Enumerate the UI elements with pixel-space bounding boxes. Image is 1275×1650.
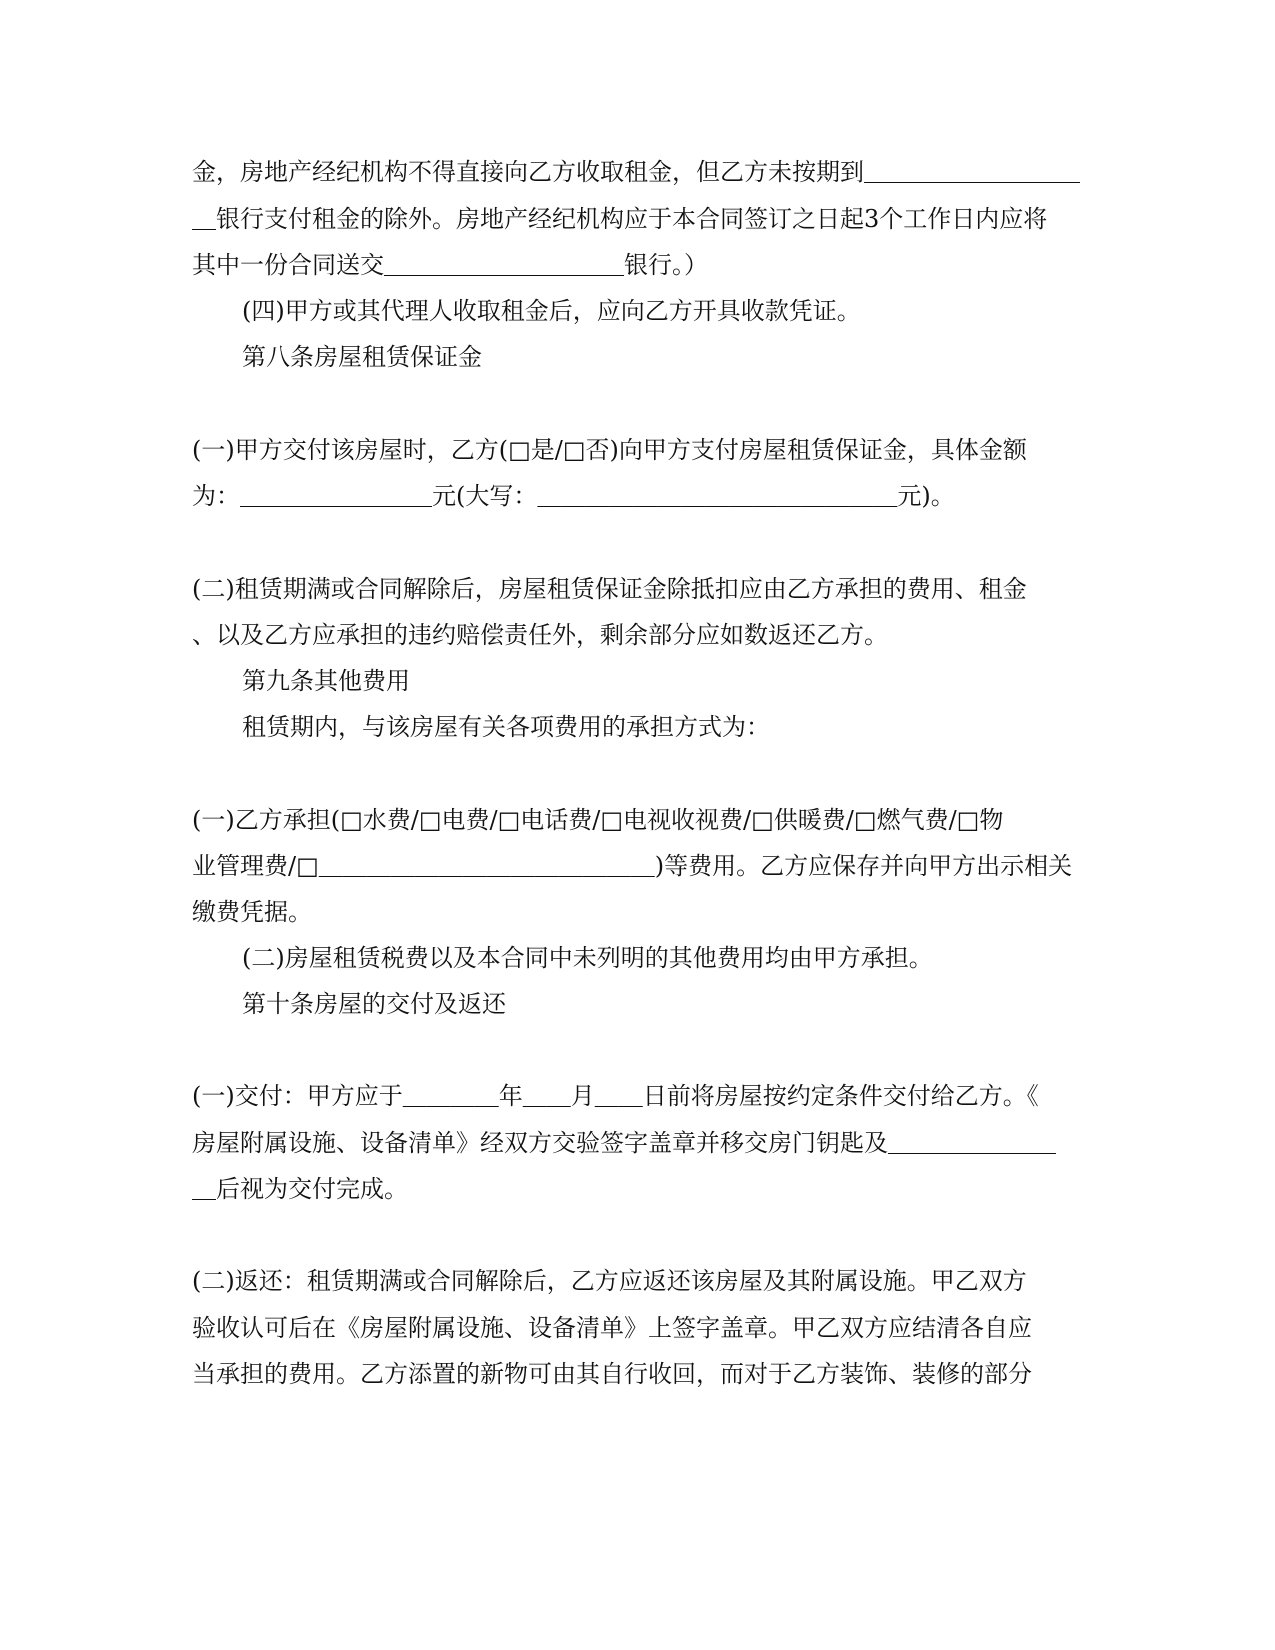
section-heading: 第十条房屋的交付及返还 xyxy=(242,990,506,1018)
paragraph-line: (四)甲方或其代理人收取租金后，应向乙方开具收款凭证。 xyxy=(242,297,861,325)
paragraph-line: (一)交付：甲方应于＿＿＿＿年＿＿月＿＿日前将房屋按约定条件交付给乙方。《 xyxy=(192,1082,1039,1110)
paragraph-line: 其中一份合同送交＿＿＿＿＿＿＿＿＿＿银行。） xyxy=(192,251,708,279)
paragraph-line: 、以及乙方应承担的违约赔偿责任外，剩余部分应如数返还乙方。 xyxy=(192,621,888,649)
paragraph-line: (一)甲方交付该房屋时，乙方(□是/□否)向甲方支付房屋租赁保证金，具体金额 xyxy=(192,436,1027,464)
paragraph-line: 租赁期内，与该房屋有关各项费用的承担方式为： xyxy=(242,713,770,741)
paragraph-line: (二)返还：租赁期满或合同解除后，乙方应返还该房屋及其附属设施。甲乙双方 xyxy=(192,1267,1027,1295)
paragraph-line: (二)房屋租赁税费以及本合同中未列明的其他费用均由甲方承担。 xyxy=(242,944,933,972)
paragraph-line: 验收认可后在《房屋附属设施、设备清单》上签字盖章。甲乙双方应结清各自应 xyxy=(192,1314,1032,1342)
paragraph-line: 房屋附属设施、设备清单》经双方交验签字盖章并移交房门钥匙及＿＿＿＿＿＿＿ xyxy=(192,1129,1056,1157)
paragraph-line: 当承担的费用。乙方添置的新物可由其自行收回，而对于乙方装饰、装修的部分 xyxy=(192,1360,1032,1388)
paragraph-line: ＿后视为交付完成。 xyxy=(192,1175,408,1203)
paragraph-line: 为：＿＿＿＿＿＿＿＿元(大写：＿＿＿＿＿＿＿＿＿＿＿＿＿＿＿元)。 xyxy=(192,482,955,510)
paragraph-line: 业管理费/□＿＿＿＿＿＿＿＿＿＿＿＿＿＿)等费用。乙方应保存并向甲方出示相关 xyxy=(192,852,1073,880)
paragraph-line: (一)乙方承担(□水费/□电费/□电话费/□电视收视费/□供暖费/□燃气费/□物 xyxy=(192,806,1004,834)
section-heading: 第九条其他费用 xyxy=(242,667,410,695)
paragraph-line: ＿银行支付租金的除外。房地产经纪机构应于本合同签订之日起3个工作日内应将 xyxy=(192,205,1048,233)
section-heading: 第八条房屋租赁保证金 xyxy=(242,343,482,371)
paragraph-line: 金，房地产经纪机构不得直接向乙方收取租金，但乙方未按期到＿＿＿＿＿＿＿＿＿ xyxy=(192,158,1080,186)
paragraph-line: (二)租赁期满或合同解除后，房屋租赁保证金除抵扣应由乙方承担的费用、租金 xyxy=(192,575,1027,603)
paragraph-line: 缴费凭据。 xyxy=(192,898,312,926)
